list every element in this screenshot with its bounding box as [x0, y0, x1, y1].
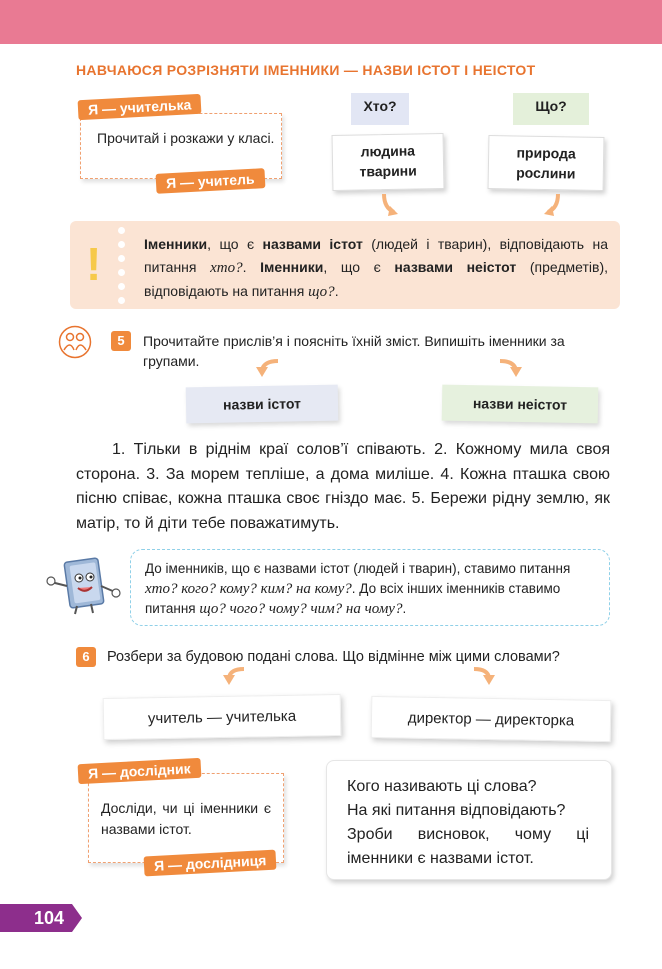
- pair-work-icon: [58, 325, 92, 359]
- tip-box: [130, 549, 610, 626]
- task-number-badge: 6: [76, 647, 96, 667]
- curved-arrow-icon: [534, 192, 564, 218]
- tip-text-part: .: [402, 601, 407, 616]
- researcher-male-tag: Я — дослідник: [78, 758, 202, 784]
- rule-term: назвами неістот: [394, 259, 517, 275]
- rule-text-part: .: [242, 259, 261, 275]
- who-card-line2: тварини: [359, 162, 417, 180]
- curved-arrow-icon: [496, 358, 526, 380]
- rule-text-part: , що є: [207, 236, 263, 252]
- who-card: [332, 133, 445, 191]
- rule-text: [144, 233, 608, 304]
- rule-term: назвами істот: [262, 236, 363, 252]
- dots-decoration: [118, 227, 126, 311]
- what-card-line2: рослини: [516, 164, 576, 182]
- question-what-chip: Що?: [513, 93, 589, 125]
- rule-text-part: .: [334, 283, 339, 299]
- tip-text: [145, 559, 601, 619]
- word-pair-card: директор — директорка: [371, 696, 612, 742]
- rule-question: хто?: [210, 260, 243, 276]
- question-who-chip: Хто?: [351, 93, 409, 125]
- group-inanimate-card: назви неістот: [442, 385, 599, 424]
- group-animate-card: назви істот: [186, 385, 339, 424]
- teacher-male-tag: Я — учитель: [156, 168, 265, 194]
- curved-arrow-icon: [470, 666, 498, 688]
- tip-text-part: . До всіх інших іменників ставимо питання: [145, 581, 561, 616]
- top-color-bar: [0, 0, 662, 44]
- researcher-note-box: [88, 773, 284, 863]
- rule-text-part: (предметів), відповідають на питання: [144, 259, 608, 299]
- teacher-note-text: Прочитай і розкажи у класі.: [97, 130, 275, 146]
- rule-term: Іменники: [144, 236, 208, 252]
- researcher-note-text: Досліди, чи ці іменники є назвами істот.: [101, 800, 271, 837]
- curved-arrow-icon: [220, 666, 248, 688]
- book-character-icon: [45, 556, 127, 616]
- rule-question: що?: [308, 284, 335, 300]
- questions-line: Кого називають ці слова?: [347, 778, 537, 795]
- proverbs-content: 1. Тільки в ріднім краї солов’ї співають. 2. Кожному мила своя сторона. 3. За морем тепліше, а дома миліше. 4. Кожна пташка свою пісню співає, кожна пташка своє гніздо має. 5. Бережи рідну землю, як матір, то й діти тебе поважатимуть.: [76, 441, 610, 532]
- what-card: [488, 135, 605, 191]
- proverbs-text: [76, 438, 610, 536]
- curved-arrow-icon: [252, 358, 282, 380]
- what-card-line1: природа: [516, 144, 576, 162]
- rule-box: [70, 221, 620, 309]
- rule-term: Іменники: [260, 259, 324, 275]
- tip-text-part: До іменників, що є назвами істот (людей і тварин), ставимо питання: [145, 561, 571, 576]
- task6-instruction: Розбери за будовою подані слова. Що відмінне між цими словами?: [107, 649, 560, 665]
- questions-box: [326, 760, 612, 880]
- rule-text-part: , що є: [323, 259, 395, 275]
- task5-instruction: Прочитайте прислів’я і поясніть їхній зміст. Випишіть іменники за групами.: [143, 333, 565, 369]
- exclamation-icon: !: [86, 238, 102, 290]
- curved-arrow-icon: [378, 192, 408, 218]
- questions-line: На які питання відповідають?: [347, 802, 566, 819]
- tip-questions-animate: хто? кого? кому? ким? на кому?: [145, 581, 352, 597]
- word-pair-card: учитель — учителька: [103, 694, 342, 740]
- questions-line: Зроби висновок, чому ці іменники є назвами істот.: [347, 826, 589, 867]
- rule-text-part: (людей і тварин), відповідають на питання: [144, 236, 608, 275]
- page-number: 104: [0, 904, 72, 932]
- researcher-female-tag: Я — дослідниця: [144, 850, 277, 877]
- tip-questions-inanimate: що? чого? чому? чим? на чому?: [199, 601, 403, 617]
- task-number-badge: 5: [111, 331, 131, 351]
- who-card-line1: людина: [360, 142, 416, 160]
- teacher-female-tag: Я — учителька: [78, 94, 202, 120]
- lesson-heading: НАВЧАЮСЯ РОЗРІЗНЯТИ ІМЕННИКИ — НАЗВИ ІСТОТ І НЕІСТОТ: [76, 62, 536, 78]
